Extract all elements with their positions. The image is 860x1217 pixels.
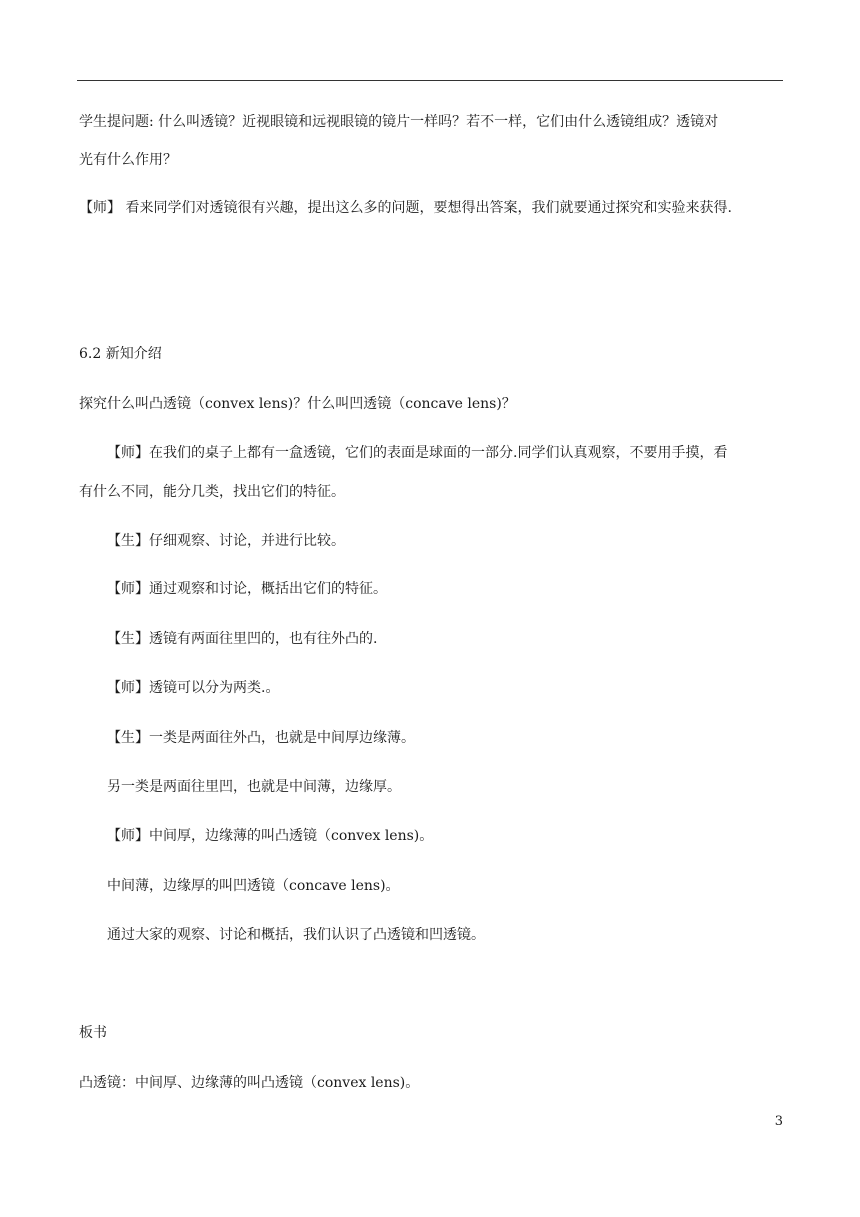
teacher-response: 【师】 看来同学们对透镜很有兴趣，提出这么多的问题，要想得出答案，我们就要通过探究和实验来获得. [79, 200, 732, 216]
student-question-line-1: 学生提问题: 什么叫透镜？近视眼镜和远视眼镜的镜片一样吗？若不一样，它们由什么透镜组成？透镜对 [79, 114, 719, 130]
teacher-two-types: 【师】透镜可以分为两类.。 [107, 680, 280, 696]
blackboard-heading: 板书 [79, 1025, 107, 1041]
blackboard-convex-definition: 凸透镜：中间厚、边缘薄的叫凸透镜（convex lens)。 [79, 1075, 420, 1091]
page-number: 3 [774, 1114, 783, 1129]
student-question-line-2: 光有什么作用？ [79, 152, 177, 168]
teacher-summarize: 【师】通过观察和讨论，概括出它们的特征。 [107, 581, 387, 597]
section-heading: 6.2 新知介绍 [79, 346, 162, 362]
summary-line: 通过大家的观察、讨论和概括，我们认识了凸透镜和凹透镜。 [107, 927, 485, 943]
inquiry-question: 探究什么叫凸透镜（convex lens)？什么叫凹透镜（concave lens)？ [79, 396, 516, 412]
teacher-concave-definition: 中间薄，边缘厚的叫凹透镜（concave lens)。 [107, 878, 400, 894]
teacher-instruction-line-1: 【师】在我们的桌子上都有一盒透镜，它们的表面是球面的一部分.同学们认真观察，不要用手摸，看 [107, 445, 728, 461]
teacher-instruction-line-2: 有什么不同，能分几类，找出它们的特征。 [79, 484, 345, 500]
student-type-convex: 【生】一类是两面往外凸，也就是中间厚边缘薄。 [107, 730, 415, 746]
header-rule [77, 80, 783, 81]
student-observe: 【生】仔细观察、讨论，并进行比较。 [107, 533, 345, 549]
teacher-convex-definition: 【师】中间厚，边缘薄的叫凸透镜（convex lens)。 [107, 828, 434, 844]
student-type-concave: 另一类是两面往里凹，也就是中间薄，边缘厚。 [107, 779, 401, 795]
student-lens-shapes: 【生】透镜有两面往里凹的，也有往外凸的. [107, 631, 378, 647]
